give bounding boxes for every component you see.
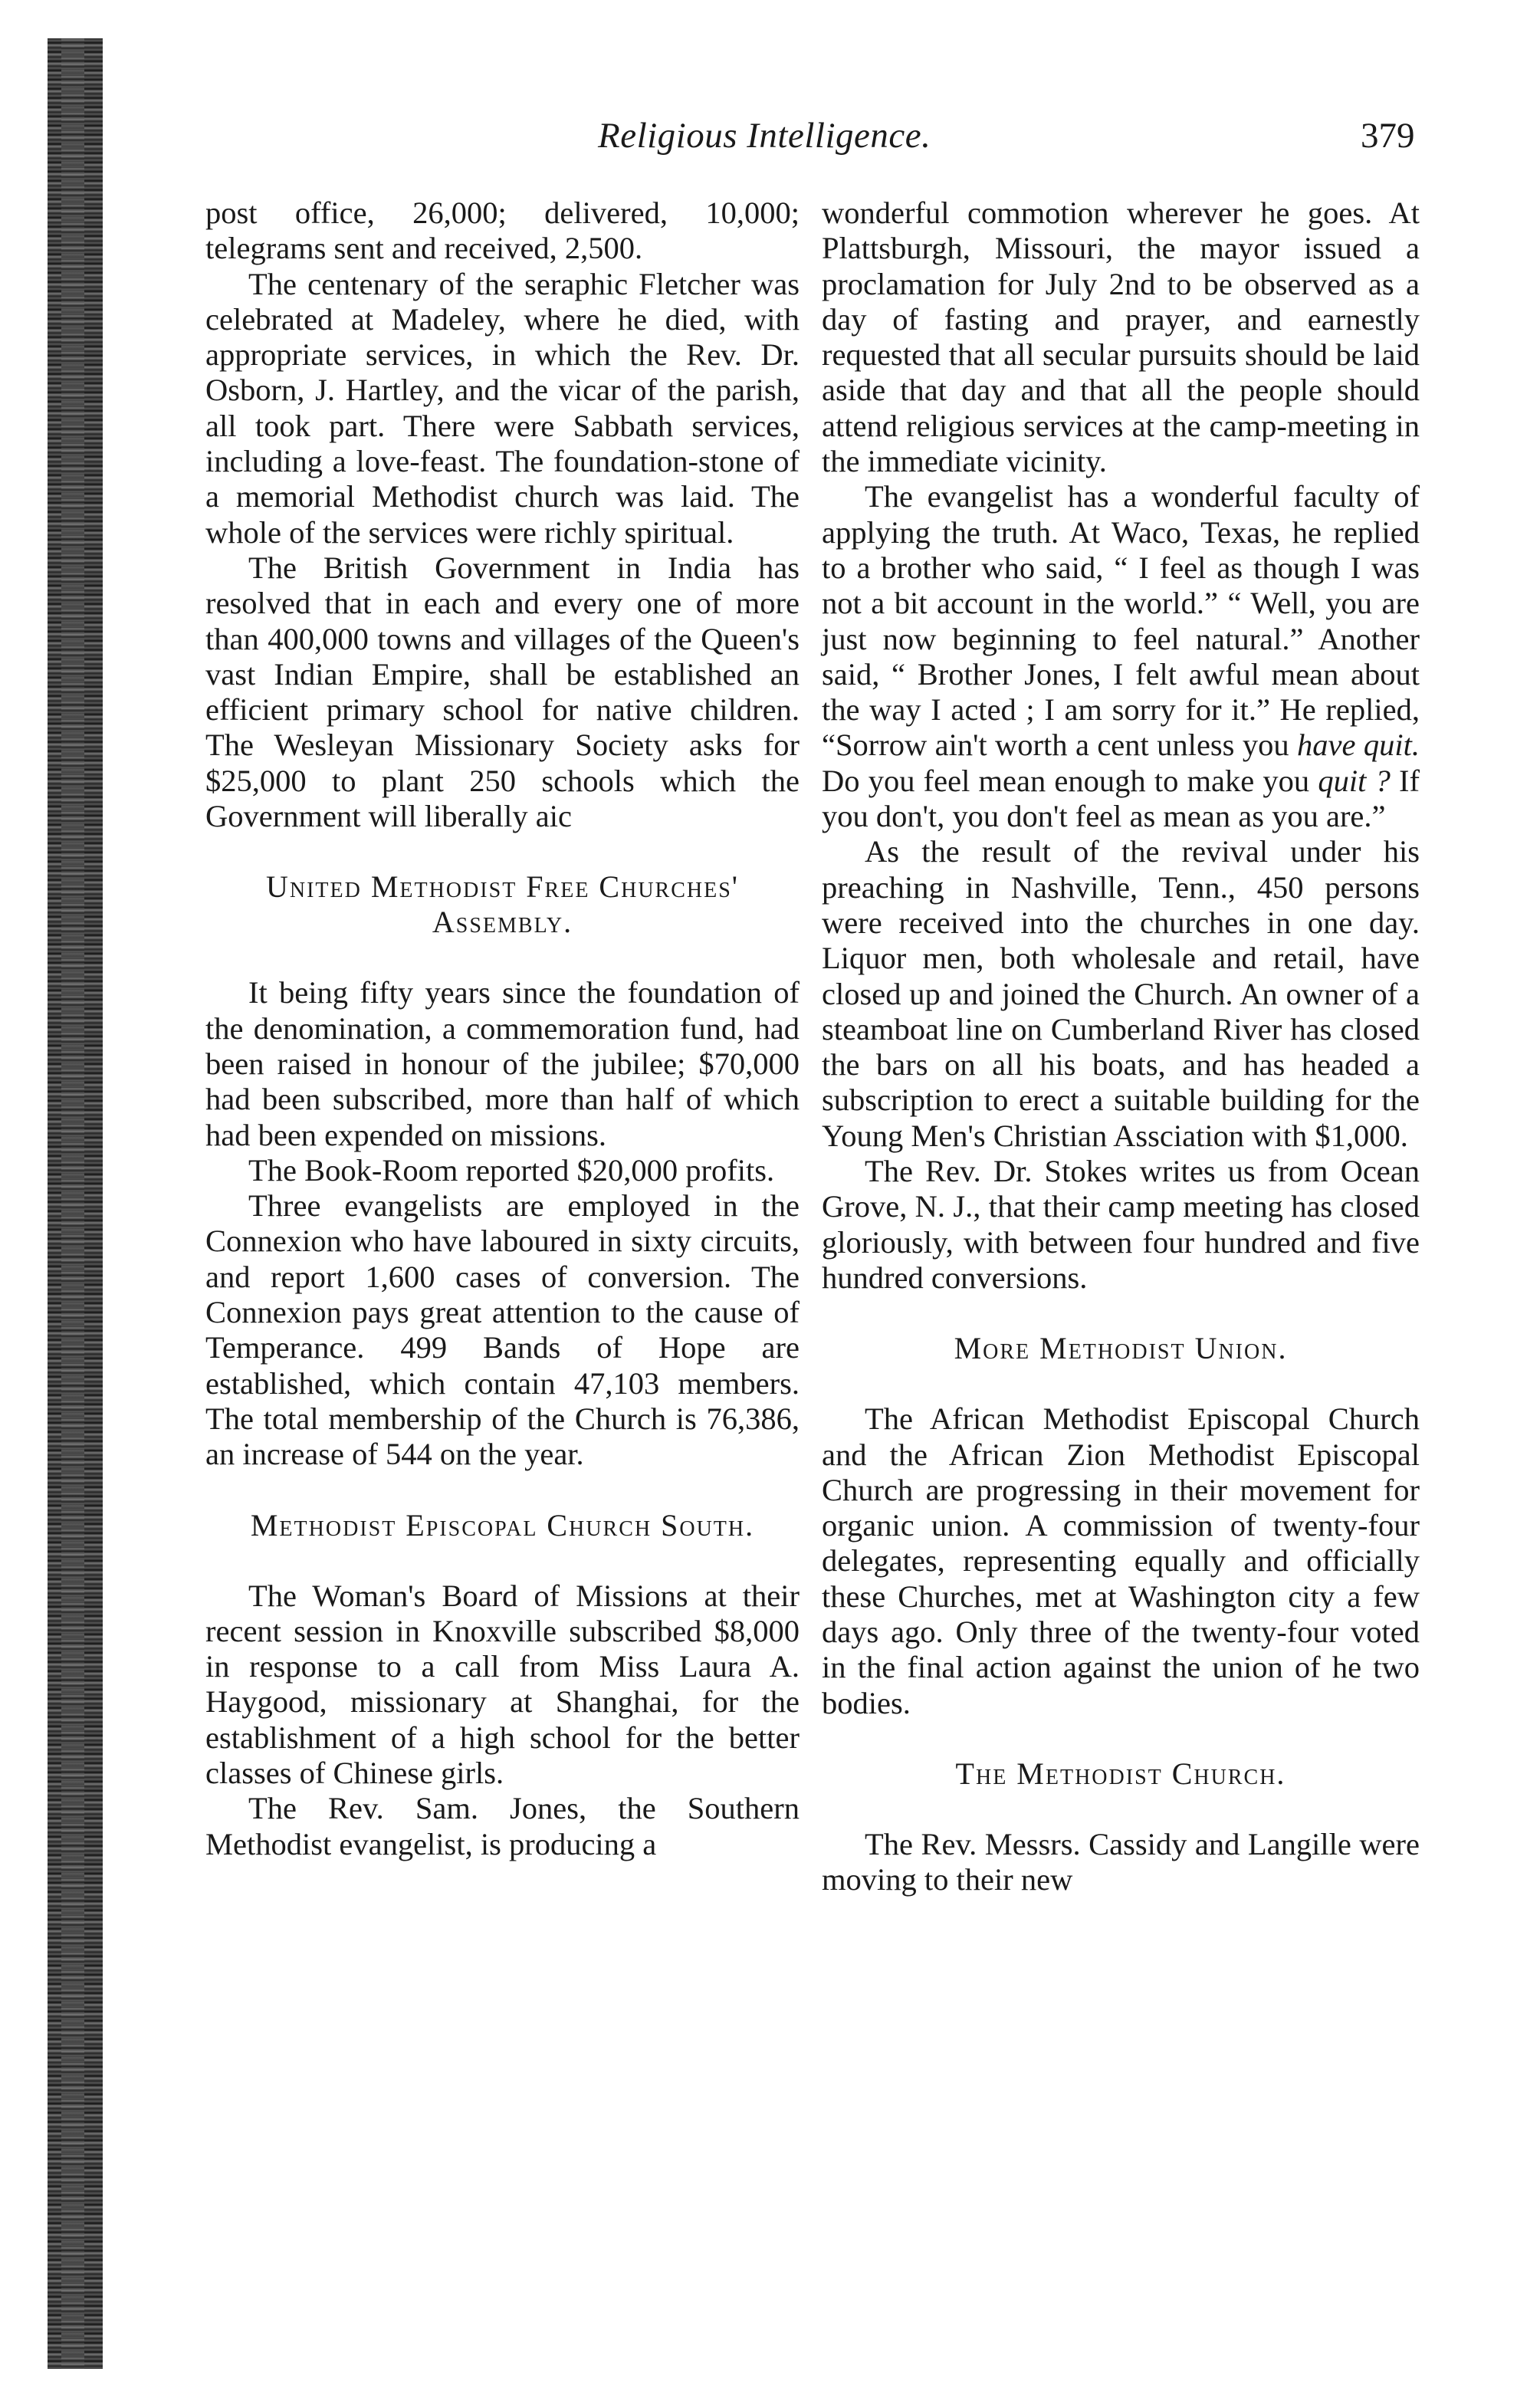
paragraph: post office, 26,000; delivered, 10,000; telegrams sent and received, 2,500. <box>205 195 800 266</box>
text-run: The evangelist has a wonderful faculty of applying the truth. At Waco, Texas, he replied to a brother who said, “ I feel as though I was not a bit account in the world.” “ Well, you are just now beginning to feel natural.” Another said, “ Brother Jones, I felt awful mean about the way I acted ; I am sorry for it.” He replied, “Sorrow ain't worth a cent unless you <box>822 479 1420 763</box>
book-binding-edge <box>48 38 103 2369</box>
right-column <box>822 195 1420 1897</box>
paragraph: It being fifty years since the foundation of the denomination, a commemoration fund, had been raised in honour of the jubilee; $70,000 had been subscribed, more than half of which had been expended on missions. <box>205 975 800 1152</box>
paragraph <box>822 479 1420 834</box>
text-run: Do you feel mean enough to make you <box>822 763 1318 798</box>
left-column <box>205 195 800 1862</box>
paragraph: wonderful commotion wherever he goes. At Plattsburgh, Missouri, the mayor issued a proclamation for July 2nd to be observed as a day of fasting and prayer, and earnestly requested that all secular pursuits should be laid aside that day and that all the people should attend religious services at the camp-meeting in the immediate vicinity. <box>822 195 1420 479</box>
section-heading: United Methodist Free Churches' Assembly. <box>266 869 739 940</box>
paragraph: The centenary of the seraphic Fletcher was celebrated at Madeley, where he died, with appropriate services, in which the Rev. Dr. Osborn, J. Hartley, and the vicar of the parish, all took part. There were Sabbath services, including a love-feast. The foundation-stone of a memorial Methodist church was laid. The whole of the services were richly spiritual. <box>205 266 800 550</box>
paragraph: The Woman's Board of Missions at their recent session in Knoxville subscribed $8,000 in response to a call from Miss Laura A. Haygood, missionary at Shanghai, for the establishment of a high school for the better classes of Chinese girls. <box>205 1578 800 1790</box>
paragraph: The Rev. Sam. Jones, the Southern Methodist evangelist, is producing a <box>205 1791 800 1861</box>
running-title: Religious Intelligence. <box>598 116 931 156</box>
section-heading: The Methodist Church. <box>955 1756 1286 1791</box>
section-heading: More Methodist Union. <box>954 1331 1288 1366</box>
section-heading: Methodist Episcopal Church South. <box>250 1507 755 1542</box>
page-number: 379 <box>1361 116 1415 156</box>
paragraph: The Rev. Messrs. Cassidy and Langille were moving to their new <box>822 1826 1420 1897</box>
paragraph: The British Government in India has resolved that in each and every one of more than 400,000 towns and villages of the Queen's vast Indian Empire, shall be established an efficient primary school for native children. The Wesleyan Missionary Society asks for $25,000 to plant 250 schools which the Government will liberally aic <box>205 550 800 834</box>
paragraph: The Rev. Dr. Stokes writes us from Ocean Grove, N. J., that their camp meeting has closed gloriously, with between four hundred and five hundred conversions. <box>822 1154 1420 1295</box>
italic-text: quit ? <box>1318 763 1391 798</box>
paragraph: As the result of the revival under his preaching in Nashville, Tenn., 450 persons were received into the churches in one day. Liquor men, both wholesale and retail, have closed up and joined the Church. An owner of a steamboat line on Cumberland River has closed the bars on all his boats, and has headed a subscription to erect a suitable building for the Young Men's Christian Assciation with $1,000. <box>822 834 1420 1153</box>
paragraph: The Book-Room reported $20,000 profits. <box>248 1152 775 1188</box>
paragraph: The African Methodist Episcopal Church and the African Zion Methodist Episcopal Church are progressing in their movement for organic union. A commission of twenty-four delegates, representing equally and officially these Churches, met at Washington city a few days ago. Only three of the twenty-four voted in the final action against the union of he two bodies. <box>822 1401 1420 1720</box>
paragraph: Three evangelists are employed in the Connexion who have laboured in sixty circuits, and report 1,600 cases of conversion. The Connexion pays great attention to the cause of Temperance. 499 Bands of Hope are established, which contain 47,103 members. The total membership of the Church is 76,386, an increase of 544 on the year. <box>205 1188 800 1472</box>
italic-text: have quit. <box>1297 728 1420 763</box>
text-run: If you don't, you don't feel as mean as you are.” <box>822 763 1420 834</box>
